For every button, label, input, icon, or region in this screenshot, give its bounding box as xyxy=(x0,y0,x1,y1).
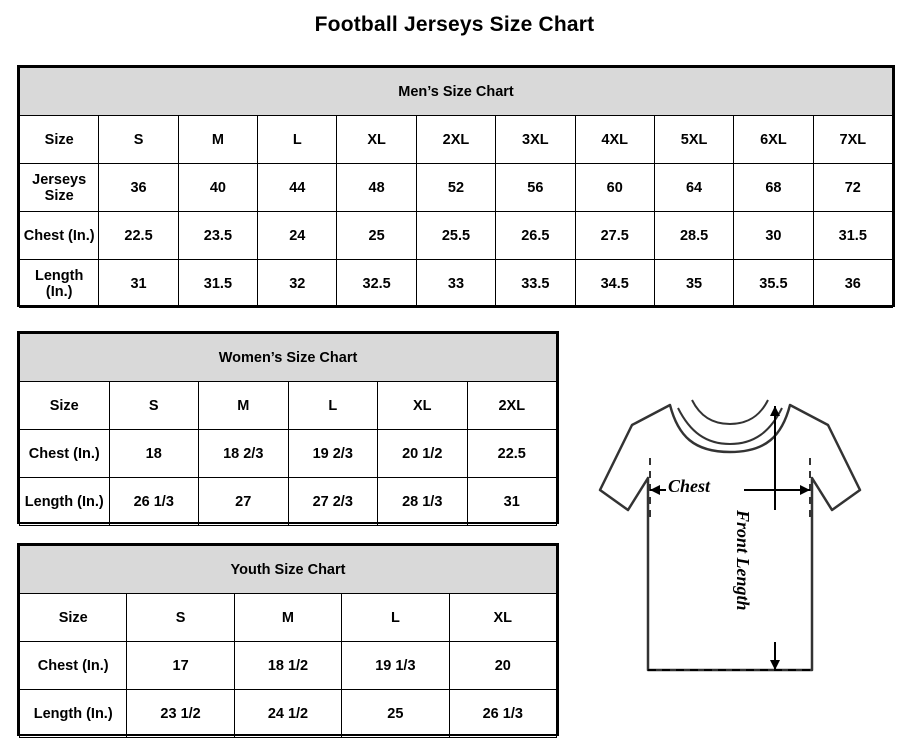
table-cell: 2XL xyxy=(416,116,495,164)
table-cell: 44 xyxy=(258,164,337,212)
table-row xyxy=(20,260,893,308)
youth-chart-header: Youth Size Chart xyxy=(20,546,557,594)
front-length-measure-label: Front Length xyxy=(733,510,753,611)
youth-size-chart xyxy=(17,543,559,736)
table-row xyxy=(20,68,893,116)
table-cell: 31 xyxy=(467,478,557,526)
table-cell: 25 xyxy=(337,212,416,260)
table-cell: S xyxy=(109,382,199,430)
table-cell: 19 2/3 xyxy=(288,430,378,478)
table-cell: 5XL xyxy=(654,116,733,164)
table-cell: 2XL xyxy=(467,382,557,430)
womens-chart-header: Women’s Size Chart xyxy=(20,334,557,382)
jersey-diagram xyxy=(570,370,890,730)
table-cell: 22.5 xyxy=(467,430,557,478)
table-cell: 26 1/3 xyxy=(449,690,556,738)
table-cell: 35 xyxy=(654,260,733,308)
table-cell: 28 1/3 xyxy=(378,478,468,526)
row-label: Chest (In.) xyxy=(20,212,99,260)
table-cell: 72 xyxy=(813,164,892,212)
table-cell: 24 xyxy=(258,212,337,260)
table-cell: 33.5 xyxy=(496,260,575,308)
table-cell: 48 xyxy=(337,164,416,212)
table-cell: XL xyxy=(449,594,556,642)
table-cell: 60 xyxy=(575,164,654,212)
table-row xyxy=(20,478,557,526)
table-cell: 6XL xyxy=(734,116,813,164)
table-cell: 22.5 xyxy=(99,212,178,260)
table-cell: M xyxy=(178,116,257,164)
table-cell: 26 1/3 xyxy=(109,478,199,526)
table-cell: 32.5 xyxy=(337,260,416,308)
table-cell: XL xyxy=(337,116,416,164)
table-cell: 23.5 xyxy=(178,212,257,260)
table-row xyxy=(20,334,557,382)
table-row xyxy=(20,642,557,690)
table-cell: 35.5 xyxy=(734,260,813,308)
row-label: Size xyxy=(20,116,99,164)
table-cell: 28.5 xyxy=(654,212,733,260)
mens-size-table xyxy=(19,67,893,308)
table-cell: 56 xyxy=(496,164,575,212)
table-cell: 18 1/2 xyxy=(234,642,341,690)
table-cell: 20 xyxy=(449,642,556,690)
table-cell: 26.5 xyxy=(496,212,575,260)
chest-measure-label: Chest xyxy=(668,476,711,496)
row-label: Chest (In.) xyxy=(20,642,127,690)
table-cell: 31.5 xyxy=(178,260,257,308)
table-cell: 19 1/3 xyxy=(342,642,449,690)
table-cell: 3XL xyxy=(496,116,575,164)
mens-chart-header: Men’s Size Chart xyxy=(20,68,893,116)
table-row xyxy=(20,594,557,642)
table-cell: L xyxy=(258,116,337,164)
mens-size-chart xyxy=(17,65,895,307)
table-cell: 24 1/2 xyxy=(234,690,341,738)
table-cell: 27.5 xyxy=(575,212,654,260)
table-cell: 30 xyxy=(734,212,813,260)
table-row xyxy=(20,690,557,738)
table-cell: 31.5 xyxy=(813,212,892,260)
table-cell: L xyxy=(342,594,449,642)
table-cell: 32 xyxy=(258,260,337,308)
table-cell: 33 xyxy=(416,260,495,308)
row-label: Chest (In.) xyxy=(20,430,110,478)
table-cell: 68 xyxy=(734,164,813,212)
row-label: Length (In.) xyxy=(20,260,99,308)
table-cell: 4XL xyxy=(575,116,654,164)
table-cell: 27 2/3 xyxy=(288,478,378,526)
page-title: Football Jerseys Size Chart xyxy=(314,13,595,36)
table-cell: 17 xyxy=(127,642,234,690)
table-row xyxy=(20,430,557,478)
table-row xyxy=(20,382,557,430)
row-label: Size xyxy=(20,594,127,642)
table-row xyxy=(20,164,893,212)
table-cell: 27 xyxy=(199,478,289,526)
table-cell: 36 xyxy=(99,164,178,212)
table-cell: 7XL xyxy=(813,116,892,164)
table-cell: XL xyxy=(378,382,468,430)
jersey-illustration-icon xyxy=(570,370,890,730)
row-label: Jerseys Size xyxy=(20,164,99,212)
youth-size-table xyxy=(19,545,557,738)
table-cell: S xyxy=(127,594,234,642)
table-cell: 18 xyxy=(109,430,199,478)
table-cell: 40 xyxy=(178,164,257,212)
table-cell: 64 xyxy=(654,164,733,212)
table-row xyxy=(20,116,893,164)
table-cell: 34.5 xyxy=(575,260,654,308)
table-cell: 36 xyxy=(813,260,892,308)
table-cell: 52 xyxy=(416,164,495,212)
womens-size-table xyxy=(19,333,557,526)
table-cell: 18 2/3 xyxy=(199,430,289,478)
table-cell: S xyxy=(99,116,178,164)
table-cell: 20 1/2 xyxy=(378,430,468,478)
womens-size-chart xyxy=(17,331,559,524)
table-row xyxy=(20,212,893,260)
table-cell: M xyxy=(234,594,341,642)
table-cell: L xyxy=(288,382,378,430)
table-cell: M xyxy=(199,382,289,430)
table-cell: 23 1/2 xyxy=(127,690,234,738)
table-cell: 25.5 xyxy=(416,212,495,260)
row-label: Length (In.) xyxy=(20,478,110,526)
table-row xyxy=(20,546,557,594)
table-cell: 31 xyxy=(99,260,178,308)
table-cell: 25 xyxy=(342,690,449,738)
row-label: Size xyxy=(20,382,110,430)
row-label: Length (In.) xyxy=(20,690,127,738)
